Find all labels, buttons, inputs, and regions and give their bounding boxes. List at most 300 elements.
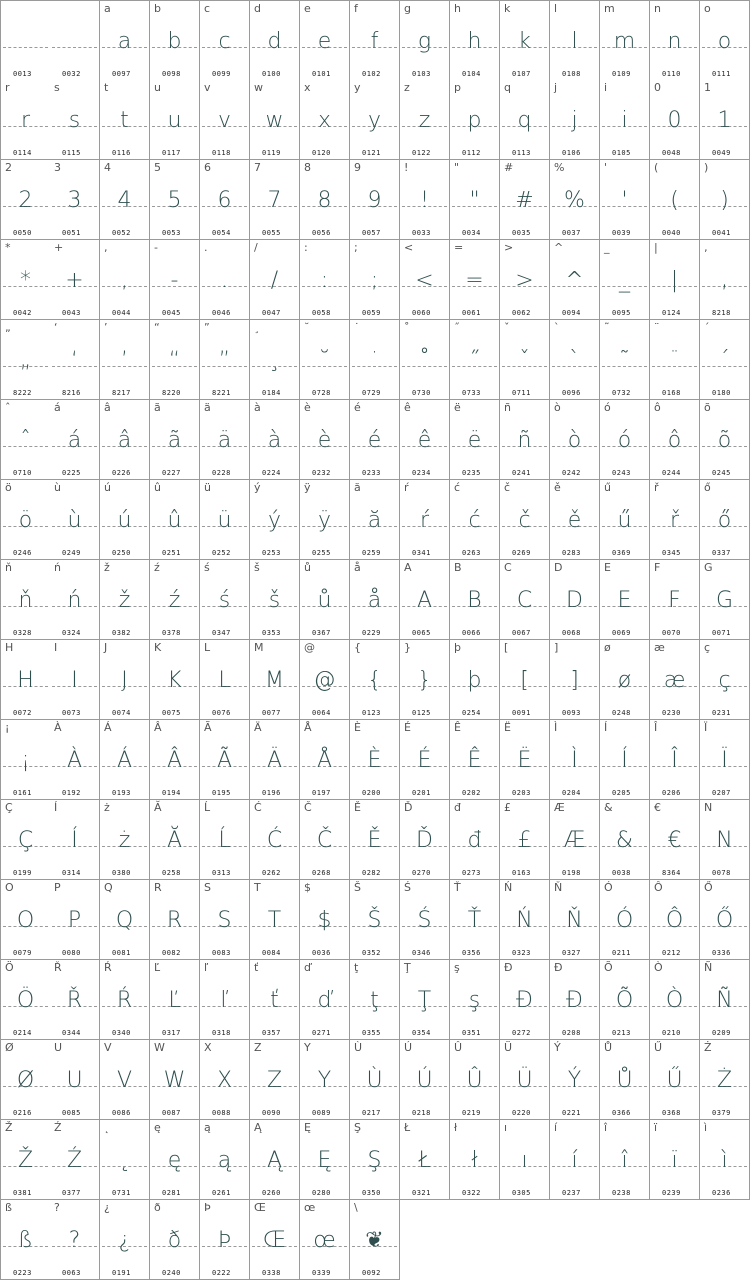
glyph-key-label: " [454,161,460,174]
glyph-code: 0101 [312,70,331,78]
glyph-code: 0098 [162,70,181,78]
glyph-key-label: a [104,2,111,15]
glyph-sample: Ó [615,908,634,933]
glyph-key-label: ˜ [604,321,610,334]
glyph-sample: % [564,188,585,213]
glyph-cell [350,960,400,1040]
glyph-code: 0060 [412,309,431,317]
glyph-cell [650,800,700,880]
glyph-key-label: ś [204,561,210,574]
glyph-cell [450,800,500,880]
glyph-key-label: E [604,561,611,574]
glyph-cell [500,960,550,1040]
glyph-code: 0163 [512,869,531,877]
glyph-sample: ˘ [319,348,330,373]
glyph-key-label: î [604,1121,608,1134]
glyph-cell [250,480,300,560]
glyph-cell [650,320,700,400]
glyph-code: 0282 [362,869,381,877]
glyph-code: 0040 [662,229,681,237]
glyph-key-label: û [154,481,161,494]
glyph-sample: h [467,29,482,54]
glyph-cell [250,240,300,320]
glyph-code: 0196 [262,789,281,797]
glyph-code: 0231 [712,709,731,717]
glyph-sample: ˜ [619,348,630,373]
glyph-code: 0033 [412,229,431,237]
glyph-sample: ê [417,428,432,453]
glyph-cell [450,240,500,320]
glyph-key-label: M [254,641,264,654]
glyph-code: 0116 [112,149,131,157]
glyph-cell [0,320,51,400]
glyph-cell [650,640,700,720]
glyph-cell [500,80,550,160]
glyph-key-label: | [654,241,658,254]
glyph-cell [0,240,51,320]
glyph-sample: $ [317,908,332,933]
glyph-sample: õ [717,428,732,453]
glyph-cell [0,1200,51,1280]
glyph-key-label: < [404,241,414,254]
glyph-sample: 8 [317,188,332,213]
glyph-cell [500,720,550,800]
glyph-cell [600,800,650,880]
glyph-code: 0048 [662,149,681,157]
glyph-code: 0093 [562,709,581,717]
glyph-key-label: ˘ [304,321,310,334]
glyph-code: 0261 [212,1189,231,1197]
glyph-sample: { [367,668,382,693]
glyph-sample: Ń [516,908,533,933]
glyph-code: 0354 [412,1029,431,1037]
glyph-cell [50,880,100,960]
glyph-code: 0059 [362,309,381,317]
glyph-code: 0243 [612,469,631,477]
glyph-cell [0,80,51,160]
glyph-code: 0123 [362,709,381,717]
glyph-key-label: Û [454,1041,463,1054]
glyph-sample: ı [521,1148,528,1173]
glyph-cell [500,480,550,560]
glyph-key-label: ì [704,1121,708,1134]
glyph-key-label: C [504,561,512,574]
glyph-key-label: ó [604,401,611,414]
glyph-cell [50,1200,100,1280]
glyph-cell [300,160,350,240]
glyph-code: 0111 [712,70,731,78]
glyph-cell [250,1120,300,1200]
glyph-sample: P [67,908,82,933]
glyph-key-label: ţ [354,961,359,974]
glyph-sample: L [218,668,231,693]
glyph-key-label: Ñ [704,961,713,974]
glyph-key-label: o [704,2,711,15]
glyph-sample: Ę [317,1148,332,1173]
glyph-cell [250,400,300,480]
glyph-code: 0038 [612,869,631,877]
glyph-sample: € [667,828,682,853]
glyph-key-label: ş [454,961,460,974]
glyph-sample: Ą [266,1148,283,1173]
glyph-key-label: Õ [604,961,613,974]
glyph-key-label: & [604,801,613,814]
glyph-cell [450,320,500,400]
glyph-sample: ‘ [71,348,78,373]
glyph-key-label: ‚ [704,241,708,254]
glyph-sample: Ř [66,988,83,1013]
glyph-key-label: # [504,161,514,174]
glyph-key-label: ć [454,481,461,494]
glyph-key-label: Ù [354,1041,363,1054]
glyph-code: 0114 [13,149,32,157]
glyph-code: 0239 [662,1189,681,1197]
glyph-sample: Þ [217,1228,232,1253]
glyph-code: 0327 [562,949,581,957]
glyph-cell [300,1120,350,1200]
glyph-key-label: > [504,241,514,254]
glyph-code: 0382 [112,629,131,637]
glyph-code: 0053 [162,229,181,237]
glyph-code: 0730 [412,389,431,397]
glyph-code: 0246 [13,549,32,557]
glyph-cell [100,240,150,320]
glyph-sample: g [417,29,432,54]
glyph-key-label: É [404,721,411,734]
glyph-cell [300,80,350,160]
glyph-key-label: Ê [454,721,461,734]
glyph-sample: é [367,428,382,453]
glyph-sample: ý [267,508,282,533]
glyph-sample: i [621,108,628,133]
glyph-code: 0068 [562,629,581,637]
glyph-cell [100,1120,150,1200]
glyph-code: 0201 [412,789,431,797]
glyph-cell [350,720,400,800]
glyph-cell [350,0,400,81]
glyph-sample: Á [116,748,133,773]
glyph-key-label: ľ [204,961,209,974]
glyph-sample: q [517,108,532,133]
glyph-cell [150,720,200,800]
glyph-sample: 1 [717,108,732,133]
glyph-cell [700,720,750,800]
glyph-code: 0271 [312,1029,331,1037]
glyph-code: 0072 [13,709,32,717]
glyph-key-label: £ [504,801,511,814]
glyph-code: 0254 [462,709,481,717]
glyph-code: 0317 [162,1029,181,1037]
glyph-code: 0204 [562,789,581,797]
glyph-key-label: ý [254,481,261,494]
glyph-sample: Å [316,748,333,773]
glyph-key-label: I [54,641,58,654]
glyph-key-label: Ø [5,1041,14,1054]
glyph-cell [400,240,450,320]
glyph-cell [350,240,400,320]
glyph-key-label: @ [304,641,315,654]
glyph-key-label: Ŕ [104,961,112,974]
glyph-sample: ř [669,508,680,533]
glyph-sample: 5 [167,188,182,213]
glyph-sample: S [217,908,232,933]
glyph-sample: ñ [517,428,532,453]
glyph-key-label: S [204,881,211,894]
glyph-code: 0208 [562,1029,581,1037]
glyph-key-label: “ [154,321,160,334]
glyph-sample: Ý [567,1068,582,1093]
glyph-key-label: N [704,801,713,814]
glyph-sample: ) [720,188,729,213]
glyph-cell [400,160,450,240]
glyph-key-label: Ý [554,1041,561,1054]
glyph-code: 0263 [462,549,481,557]
glyph-cell [550,880,600,960]
glyph-sample: Z [266,1068,283,1093]
glyph-sample: ï [671,1148,678,1173]
glyph-code: 0352 [362,949,381,957]
glyph-key-label: w [254,81,263,94]
glyph-code: 0210 [662,1029,681,1037]
glyph-sample [1,17,50,67]
glyph-key-label: ’ [104,321,108,334]
glyph-key-label: [ [504,641,509,654]
glyph-key-label: Ã [204,721,212,734]
glyph-code: 0193 [112,789,131,797]
glyph-code: 0378 [162,629,181,637]
glyph-sample: à [267,428,282,453]
glyph-code: 0252 [212,549,231,557]
glyph-sample: # [515,188,534,213]
glyph-cell [350,880,400,960]
glyph-key-label: Đ [504,961,513,974]
glyph-code: 0314 [62,869,81,877]
glyph-cell [250,880,300,960]
glyph-sample: N [716,828,733,853]
glyph-sample: Â [166,748,183,773]
glyph-code: 0223 [13,1269,32,1277]
glyph-code: 0209 [712,1029,731,1037]
glyph-key-label: ; [354,241,358,254]
glyph-cell [150,0,200,81]
glyph-code: 0711 [512,389,531,397]
glyph-cell [500,1120,550,1200]
glyph-key-label: ť [254,961,259,974]
glyph-cell [400,1120,450,1200]
glyph-cell [350,800,400,880]
glyph-code: 0058 [312,309,331,317]
glyph-code: 0108 [562,70,581,78]
glyph-key-label: D [554,561,563,574]
glyph-cell [200,960,250,1040]
glyph-sample: È [367,748,382,773]
glyph-sample: ć [468,508,481,533]
glyph-code: 0034 [462,229,481,237]
glyph-code: 0078 [712,869,731,877]
glyph-cell [700,560,750,640]
glyph-sample: Ť [467,908,482,933]
glyph-cell [300,320,350,400]
glyph-key-label: Î [654,721,658,734]
glyph-code: 0103 [412,70,431,78]
glyph-cell [50,560,100,640]
glyph-key-label: = [454,241,464,254]
glyph-sample: Ő [715,908,734,933]
glyph-cell [450,720,500,800]
glyph-sample: Ŕ [116,988,133,1013]
glyph-code: 0067 [512,629,531,637]
glyph-key-label: c [204,2,211,15]
glyph-sample: ô [667,428,682,453]
glyph-key-label: ž [104,561,110,574]
glyph-sample: j [571,108,578,133]
glyph-code: 0092 [362,1269,381,1277]
glyph-sample: V [116,1068,133,1093]
glyph-sample: ¸ [269,348,280,373]
glyph-code: 0064 [312,709,331,717]
glyph-sample: Q [115,908,134,933]
glyph-code: 0076 [212,709,231,717]
glyph-sample: ł [471,1148,478,1173]
glyph-code: 0356 [462,949,481,957]
glyph-sample: > [515,268,534,293]
glyph-sample: Î [671,748,678,773]
glyph-code: 0192 [62,789,81,797]
glyph-code: 0733 [462,389,481,397]
glyph-code: 0046 [212,309,231,317]
glyph-cell [0,1040,51,1120]
glyph-sample: š [268,588,281,613]
glyph-sample: , [121,268,128,293]
glyph-code: 0080 [62,949,81,957]
glyph-sample: Ñ [716,988,733,1013]
glyph-sample: r [20,108,31,133]
glyph-code: 0355 [362,1029,381,1037]
glyph-cell [700,880,750,960]
glyph-cell [100,480,150,560]
glyph-sample: Ô [665,908,684,933]
glyph-key-label: k [504,2,511,15]
glyph-code: 0039 [612,229,631,237]
glyph-sample: | [670,268,679,293]
glyph-cell [100,320,150,400]
glyph-code: 0055 [262,229,281,237]
glyph-code: 0194 [162,789,181,797]
glyph-code: 0071 [712,629,731,637]
glyph-cell [100,800,150,880]
glyph-key-label: ę [154,1121,161,1134]
glyph-code: 0075 [162,709,181,717]
glyph-sample: ` [569,348,580,373]
glyph-cell [400,560,450,640]
glyph-key-label: Ï [704,721,708,734]
glyph-key-label: ' [604,161,608,174]
glyph-cell [150,560,200,640]
glyph-sample: Ò [665,988,684,1013]
glyph-sample: œ [313,1228,336,1253]
glyph-code: 0710 [13,469,32,477]
glyph-cell [0,880,51,960]
glyph-key-label: Ò [654,961,663,974]
glyph-cell [50,400,100,480]
glyph-cell [700,400,750,480]
glyph-key-label: d [254,2,261,15]
glyph-sample: Ă [166,828,183,853]
glyph-key-label: Ă [154,801,162,814]
glyph-code: 0122 [412,149,431,157]
glyph-sample: B [467,588,482,613]
glyph-sample: ð [167,1228,182,1253]
glyph-code: 0337 [712,549,731,557]
glyph-sample: Ć [266,828,283,853]
glyph-sample: ˝ [469,348,480,373]
glyph-cell [250,640,300,720]
glyph-sample: ń [67,588,82,613]
glyph-sample: E [617,588,632,613]
glyph-key-label: ^ [554,241,564,254]
glyph-cell [50,160,100,240]
glyph-code: 0088 [212,1109,231,1117]
glyph-sample: Ţ [417,988,432,1013]
glyph-sample: Ş [367,1148,382,1173]
glyph-key-label: ű [604,481,611,494]
glyph-cell [600,480,650,560]
glyph-key-label: ˛ [104,1121,110,1134]
glyph-sample: “ [168,348,181,373]
glyph-sample: I [71,668,78,693]
glyph-sample: ø [617,668,632,693]
glyph-cell [200,1200,250,1280]
glyph-sample: ă [367,508,382,533]
glyph-cell [350,1040,400,1120]
glyph-sample: } [417,668,432,693]
glyph-key-label: Ń [504,881,513,894]
glyph-code: 0336 [712,949,731,957]
glyph-code: 0381 [13,1189,32,1197]
glyph-key-label: í [554,1121,558,1134]
glyph-cell [400,400,450,480]
glyph-sample: G [715,588,734,613]
glyph-sample: 0 [667,108,682,133]
glyph-code: 0202 [462,789,481,797]
glyph-cell [350,80,400,160]
glyph-key-label: Ě [354,801,361,814]
glyph-cell [600,720,650,800]
glyph-cell [250,320,300,400]
glyph-cell [300,960,350,1040]
glyph-sample: Ã [216,748,233,773]
glyph-sample: w [265,108,284,133]
glyph-key-label: þ [454,641,461,654]
glyph-sample: y [367,108,382,133]
glyph-sample: ű [617,508,632,533]
glyph-key-label: Ż [704,1041,712,1054]
glyph-code: 0212 [662,949,681,957]
glyph-sample: á [67,428,82,453]
glyph-key-label: ß [5,1201,12,1214]
glyph-cell [550,320,600,400]
glyph-code: 0203 [512,789,531,797]
glyph-sample: Ð [565,988,584,1013]
glyph-cell [50,640,100,720]
glyph-key-label: à [254,401,261,414]
glyph-key-label: j [554,81,558,94]
glyph-sample: / [270,268,279,293]
glyph-key-label: Q [104,881,113,894]
glyph-key-label: Á [104,721,112,734]
glyph-sample: a [117,29,132,54]
glyph-key-label: L [204,641,211,654]
